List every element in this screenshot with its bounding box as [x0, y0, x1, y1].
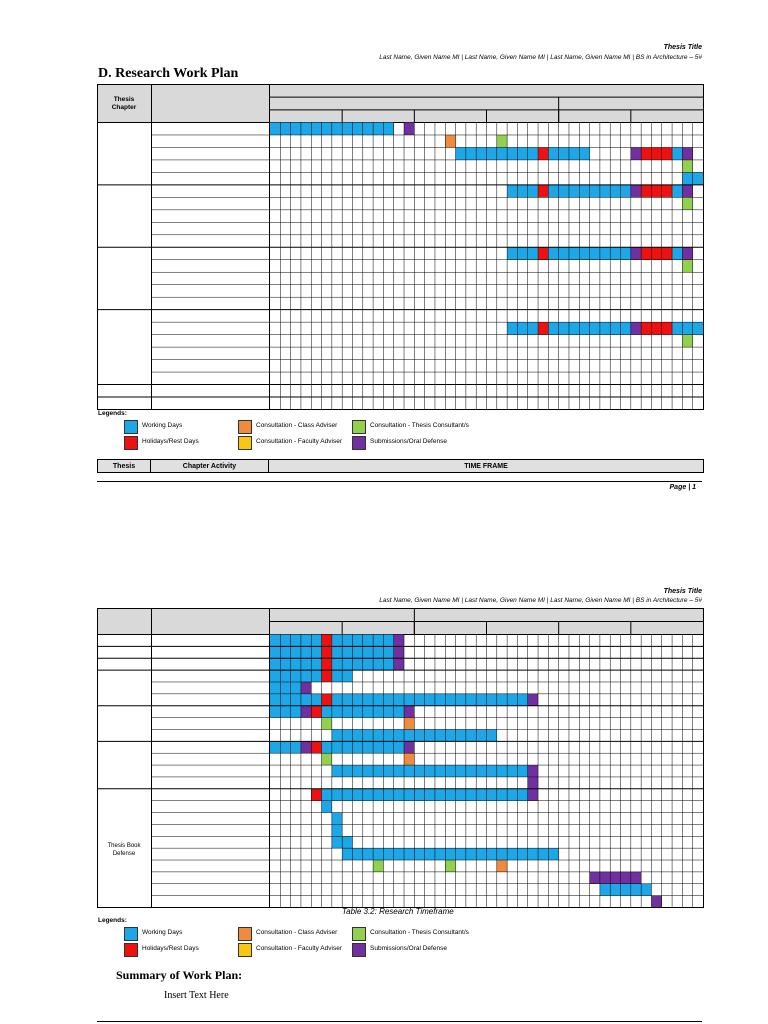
bar-segment — [497, 860, 507, 872]
legend-swatch — [238, 943, 252, 957]
table-caption: Table 3.2: Research Timeframe — [342, 907, 454, 916]
summary-title: Summary of Work Plan: — [116, 968, 243, 982]
author-names-line-2: Last Name, Given Name MI | Last Name, Given Name MI | Last Name, Given Name MI | BS in Architecture – 5# — [379, 597, 702, 604]
legend-swatch — [124, 420, 138, 434]
bar-segment — [641, 247, 672, 259]
bar-segment — [322, 753, 332, 765]
research-timeframe-table-1 — [97, 84, 704, 410]
bar-segment — [332, 765, 528, 777]
bar-segment — [332, 824, 342, 836]
legend-label: Working Days — [142, 422, 183, 429]
bar-segment — [528, 694, 538, 706]
bar-segment — [270, 646, 322, 658]
bottom-rule — [97, 1021, 702, 1022]
bar-segment — [322, 801, 332, 813]
bar-segment — [404, 718, 414, 730]
bar-segment — [672, 147, 682, 159]
bar-segment — [301, 682, 311, 694]
legend-swatch — [352, 436, 366, 450]
legend-swatch — [238, 927, 252, 941]
bar-segment — [538, 322, 548, 334]
col-header-chapter: Thesis — [113, 96, 135, 103]
bar-segment — [672, 247, 682, 259]
bar-segment — [394, 646, 404, 658]
bar-segment — [682, 197, 692, 209]
bar-segment — [404, 123, 414, 135]
bar-segment — [590, 872, 642, 884]
bar-segment — [311, 706, 321, 718]
legend-label: Holidays/Rest Days — [142, 438, 199, 445]
thesis-title-2: Thesis Title — [663, 588, 702, 595]
col-header-chapter: Chapter — [111, 104, 137, 111]
chapter-label: Defense — [112, 851, 136, 858]
page-number: Page | 1 — [669, 484, 696, 491]
strip-col-activity: Chapter Activity — [151, 460, 269, 472]
bar-segment — [394, 635, 404, 647]
bar-segment — [641, 147, 672, 159]
footer-rule — [97, 481, 702, 482]
bar-segment — [631, 322, 641, 334]
bar-segment — [631, 147, 641, 159]
bar-segment — [270, 694, 322, 706]
legend-title: Legends: — [98, 917, 127, 924]
bar-segment — [373, 860, 383, 872]
legend-label: Consultation - Class Adviser — [256, 422, 338, 429]
table-header-bg — [98, 85, 704, 123]
legend-label: Consultation - Faculty Adviser — [256, 438, 342, 445]
bar-segment — [270, 658, 322, 670]
chapter-label: Thesis Book — [107, 843, 141, 850]
legend-swatch — [124, 943, 138, 957]
bar-segment — [682, 185, 692, 197]
legend-label: Consultation - Thesis Consultant/s — [370, 929, 469, 936]
bar-segment — [538, 147, 548, 159]
legend-label: Submissions/Oral Defense — [370, 438, 447, 445]
summary-body: Insert Text Here — [164, 990, 229, 1001]
bar-segment — [445, 135, 455, 147]
bar-segment — [631, 185, 641, 197]
legend-label: Working Days — [142, 929, 183, 936]
legend-swatch — [352, 420, 366, 434]
bar-segment — [270, 682, 301, 694]
legend-label: Submissions/Oral Defense — [370, 945, 447, 952]
bar-segment — [311, 789, 321, 801]
bar-segment — [311, 741, 321, 753]
bar-segment — [404, 753, 414, 765]
legend-label: Consultation - Thesis Consultant/s — [370, 422, 469, 429]
legend-swatch — [124, 927, 138, 941]
table2-svg — [97, 608, 704, 908]
bar-segment — [600, 884, 652, 896]
legend-title: Legends: — [98, 410, 127, 417]
bar-segment — [332, 813, 342, 825]
bar-segment — [322, 635, 332, 647]
bar-segment — [682, 160, 692, 172]
bar-segment — [641, 322, 672, 334]
bar-segment — [270, 706, 301, 718]
bar-segment — [507, 185, 538, 197]
bar-segment — [322, 718, 332, 730]
bar-segment — [672, 322, 704, 334]
bar-segment — [528, 777, 538, 789]
continuation-header-strip — [97, 459, 704, 473]
bar-segment — [507, 247, 538, 259]
bar-segment — [270, 670, 322, 682]
section-title: D. Research Work Plan — [98, 66, 239, 81]
bar-segment — [270, 741, 301, 753]
bar-segment — [538, 247, 548, 259]
bar-segment — [342, 848, 352, 860]
bar-segment — [322, 658, 332, 670]
bar-segment — [404, 706, 414, 718]
bar-segment — [682, 172, 704, 184]
bar-segment — [322, 694, 332, 706]
bar-segment — [301, 741, 311, 753]
legend-swatch — [238, 436, 252, 450]
bar-segment — [322, 646, 332, 658]
bar-segment — [528, 789, 538, 801]
bar-segment — [682, 260, 692, 272]
bar-segment — [538, 185, 548, 197]
bar-segment — [682, 247, 692, 259]
bar-segment — [651, 896, 661, 908]
bar-segment — [682, 335, 692, 347]
bar-segment — [672, 185, 682, 197]
legend-label: Holidays/Rest Days — [142, 945, 199, 952]
legend-swatch — [352, 927, 366, 941]
table1-svg — [97, 84, 704, 410]
bar-segment — [322, 670, 332, 682]
bar-segment — [497, 135, 507, 147]
legend-swatch — [352, 943, 366, 957]
legend-label: Consultation - Class Adviser — [256, 929, 338, 936]
thesis-title: Thesis Title — [663, 44, 702, 51]
bar-segment — [332, 694, 528, 706]
bar-segment — [641, 185, 672, 197]
strip-col-thesis: Thesis — [98, 460, 151, 472]
bar-segment — [301, 706, 311, 718]
strip-col-timeframe: TIME FRAME — [464, 462, 508, 470]
bar-segment — [404, 741, 414, 753]
legend-swatch — [124, 436, 138, 450]
research-timeframe-table-2 — [97, 608, 704, 908]
legend-label: Consultation - Faculty Adviser — [256, 945, 342, 952]
bar-segment — [270, 635, 322, 647]
legend-1 — [98, 410, 518, 454]
author-names-line: Last Name, Given Name MI | Last Name, Given Name MI | Last Name, Given Name MI | BS in Architecture – 5# — [379, 54, 702, 61]
bar-segment — [631, 247, 641, 259]
bar-segment — [507, 322, 538, 334]
bar-segment — [682, 147, 692, 159]
bar-segment — [445, 860, 455, 872]
legend-swatch — [238, 420, 252, 434]
bar-segment — [528, 765, 538, 777]
bar-segment — [394, 658, 404, 670]
legend-2 — [98, 917, 518, 961]
